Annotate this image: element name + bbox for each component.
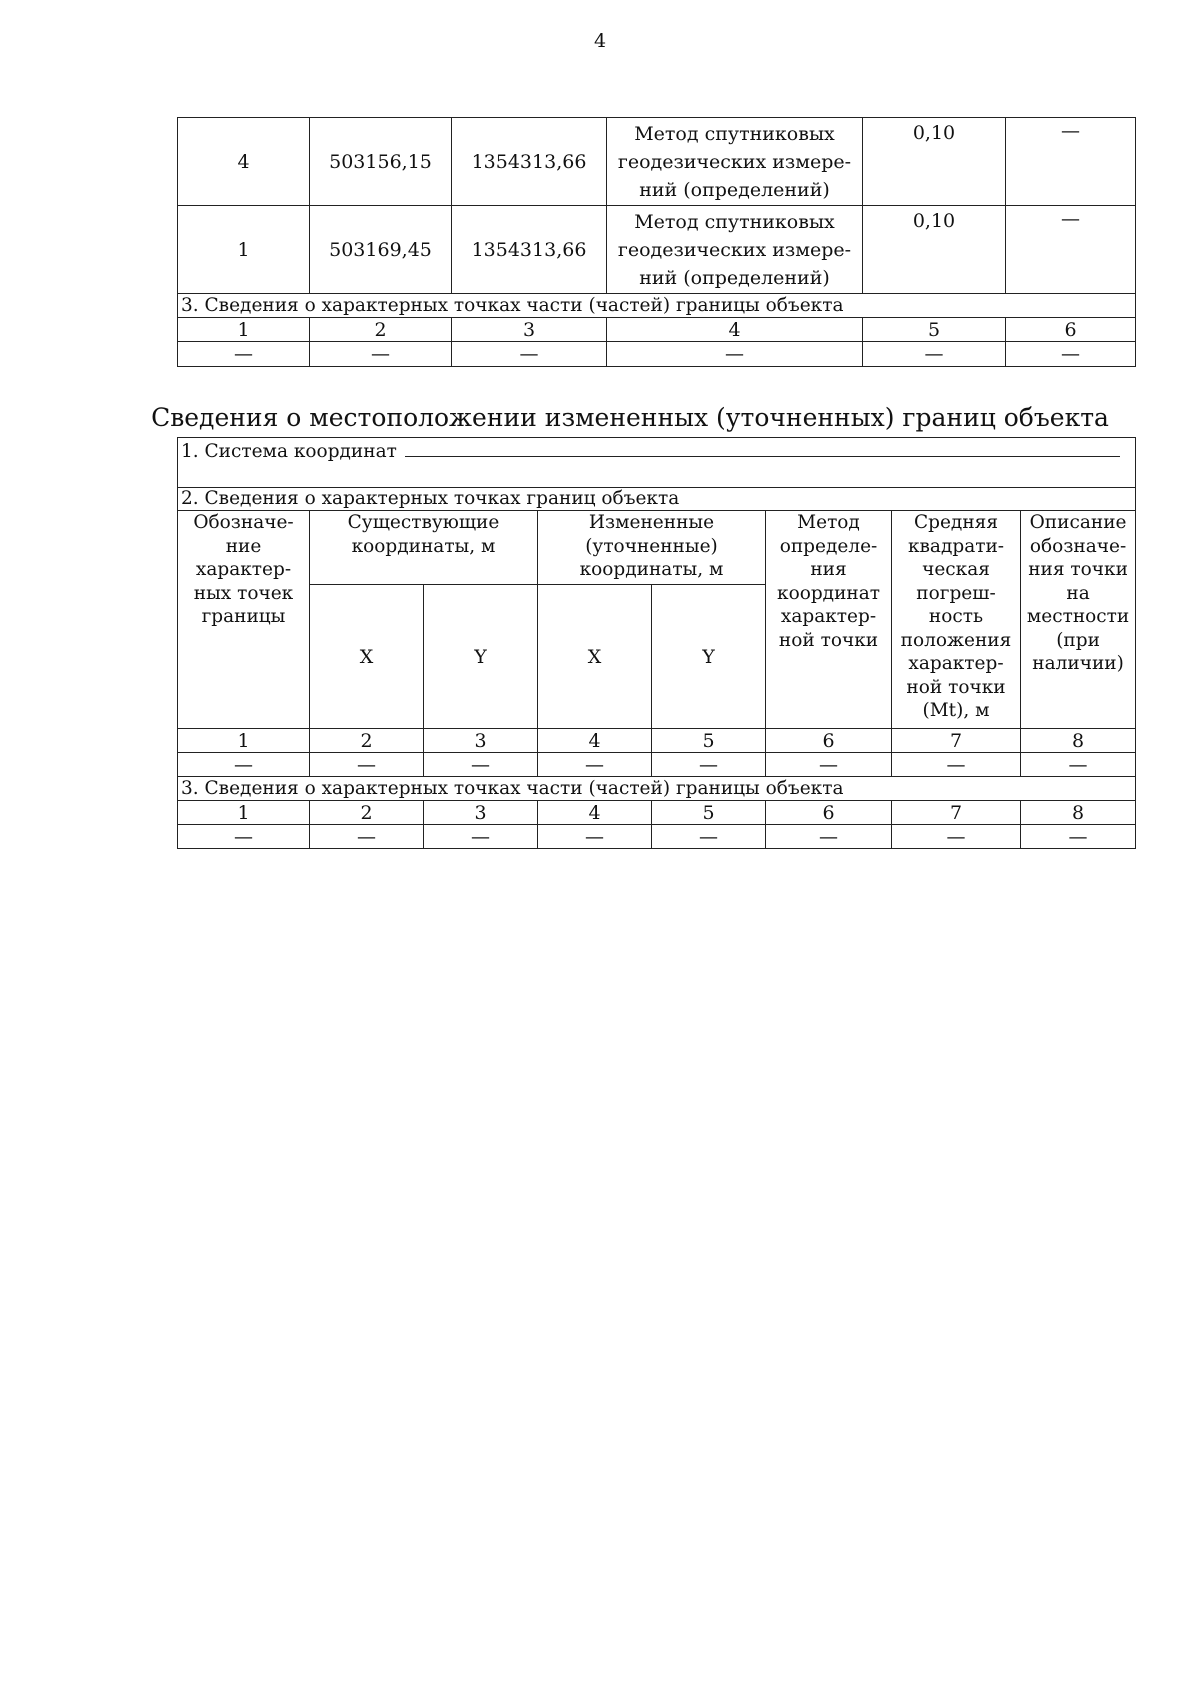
header-line: Обозначе-: [193, 512, 294, 533]
section-title-row: [178, 777, 1136, 801]
header-accuracy: [892, 511, 1021, 729]
header-line: Описание: [1029, 512, 1127, 533]
header-line: координаты, м: [579, 559, 724, 580]
header-line: определе-: [779, 535, 878, 557]
description-cell: —: [1006, 118, 1136, 206]
header-line: ния точки: [1028, 559, 1128, 580]
empty-dash: —: [1021, 753, 1136, 777]
empty-dash: —: [310, 753, 424, 777]
header-existing-y: Y: [424, 585, 538, 729]
column-number: 6: [766, 729, 892, 753]
empty-dash: —: [178, 342, 310, 367]
section-title-row: [178, 294, 1136, 318]
empty-dash: —: [766, 825, 892, 849]
empty-dash: —: [178, 825, 310, 849]
changed-boundaries-table: [177, 437, 1136, 849]
column-number: 8: [1021, 801, 1136, 825]
point-id: 4: [178, 118, 310, 206]
empty-dash: —: [178, 753, 310, 777]
blank-cell: [178, 464, 1136, 488]
column-numbers-row: [178, 318, 1136, 342]
header-line: характер-: [195, 559, 292, 580]
header-line: Измененные: [588, 512, 715, 533]
empty-dash: —: [538, 753, 652, 777]
accuracy-cell: 0,10: [863, 118, 1006, 206]
header-designation: [178, 511, 310, 729]
column-number: 1: [178, 729, 310, 753]
column-number: 1: [178, 801, 310, 825]
accuracy-cell: 0,10: [863, 206, 1006, 294]
coord-x: 503169,45: [310, 206, 452, 294]
empty-dash: —: [607, 342, 863, 367]
header-line: характер-: [908, 653, 1004, 674]
point-id: 1: [178, 206, 310, 294]
column-number: 2: [310, 318, 452, 342]
section-heading: Сведения о местоположении измененных (уточненных) границ объекта: [151, 403, 1109, 432]
column-number: 5: [652, 801, 766, 825]
blank-row: [178, 464, 1136, 488]
method-line: геодезических измере-: [617, 238, 852, 261]
header-line: ных точек: [193, 582, 294, 604]
page-number: 4: [593, 30, 607, 52]
empty-dash: —: [863, 342, 1006, 367]
header-line: координаты, м: [351, 535, 496, 557]
header-line: Существующие: [347, 512, 500, 533]
method-line: геодезических измере-: [617, 150, 852, 173]
coord-system-cell: [178, 438, 1136, 464]
empty-dash: —: [452, 342, 607, 367]
section-title: 3. Сведения о характерных точках части (частей) границы объекта: [178, 777, 1136, 801]
coord-system-row: [178, 438, 1136, 464]
header-row: [178, 511, 1136, 585]
empty-dash: —: [310, 342, 452, 367]
header-line: ние: [225, 535, 262, 557]
boundary-points-table: [177, 117, 1136, 367]
column-number: 6: [766, 801, 892, 825]
method-line: Метод спутниковых: [634, 210, 835, 233]
column-numbers-row: [178, 729, 1136, 753]
column-number: 4: [538, 729, 652, 753]
empty-data-row: [178, 753, 1136, 777]
section-title: 2. Сведения о характерных точках границ объекта: [178, 488, 1136, 511]
header-line: ность: [928, 606, 984, 627]
coord-system-line: [405, 440, 1120, 457]
header-line: ния: [810, 559, 847, 580]
description-cell: —: [1006, 206, 1136, 294]
method-line: ний (определений): [639, 178, 830, 201]
header-line: квадрати-: [907, 535, 1005, 557]
column-number: 5: [863, 318, 1006, 342]
header-line: характер-: [780, 606, 877, 627]
empty-dash: —: [766, 753, 892, 777]
empty-dash: —: [1006, 342, 1136, 367]
column-number: 5: [652, 729, 766, 753]
header-line: ной точки: [778, 629, 879, 651]
header-line: ческая: [922, 559, 990, 580]
column-number: 4: [538, 801, 652, 825]
column-number: 3: [424, 801, 538, 825]
header-line: Метод: [797, 512, 860, 533]
empty-data-row: [178, 825, 1136, 849]
column-number: 2: [310, 801, 424, 825]
header-existing-coords: [310, 511, 538, 585]
header-line: координат: [777, 582, 880, 604]
header-line: границы: [201, 606, 286, 627]
column-number: 1: [178, 318, 310, 342]
header-changed-x: X: [538, 585, 652, 729]
header-line: погреш-: [916, 582, 996, 604]
header-changed-coords: [538, 511, 766, 585]
header-line: (уточненные): [585, 535, 718, 557]
section-title: 3. Сведения о характерных точках части (частей) границы объекта: [178, 294, 1136, 318]
header-line: обозначе-: [1029, 535, 1127, 557]
column-number: 3: [452, 318, 607, 342]
column-number: 8: [1021, 729, 1136, 753]
column-numbers-row: [178, 801, 1136, 825]
column-number: 2: [310, 729, 424, 753]
header-line: на: [1066, 582, 1090, 604]
empty-dash: —: [652, 753, 766, 777]
column-number: 4: [607, 318, 863, 342]
header-line: ной точки: [906, 676, 1006, 698]
method-line: ний (определений): [639, 266, 830, 289]
header-line: (Mt), м: [922, 700, 990, 721]
method-cell: [607, 118, 863, 206]
empty-dash: —: [892, 825, 1021, 849]
empty-dash: —: [424, 825, 538, 849]
header-line: положения: [900, 629, 1012, 651]
header-method: [766, 511, 892, 729]
column-number: 7: [892, 801, 1021, 825]
header-line: местности: [1026, 606, 1130, 627]
column-number: 6: [1006, 318, 1136, 342]
coord-x: 503156,15: [310, 118, 452, 206]
header-line: наличии): [1032, 653, 1124, 674]
header-line: (при: [1056, 629, 1100, 651]
table-row: [178, 118, 1136, 206]
empty-data-row: [178, 342, 1136, 367]
section-title-row: [178, 488, 1136, 511]
table-row: [178, 206, 1136, 294]
empty-dash: —: [424, 753, 538, 777]
empty-dash: —: [892, 753, 1021, 777]
method-cell: [607, 206, 863, 294]
empty-dash: —: [538, 825, 652, 849]
column-number: 7: [892, 729, 1021, 753]
header-line: Средняя: [913, 512, 998, 533]
method-line: Метод спутниковых: [634, 122, 835, 145]
column-number: 3: [424, 729, 538, 753]
coord-system-label: 1. Система координат: [181, 440, 397, 462]
empty-dash: —: [1021, 825, 1136, 849]
coord-y: 1354313,66: [452, 206, 607, 294]
empty-dash: —: [310, 825, 424, 849]
coord-y: 1354313,66: [452, 118, 607, 206]
header-existing-x: X: [310, 585, 424, 729]
header-changed-y: Y: [652, 585, 766, 729]
header-description: [1021, 511, 1136, 729]
empty-dash: —: [652, 825, 766, 849]
